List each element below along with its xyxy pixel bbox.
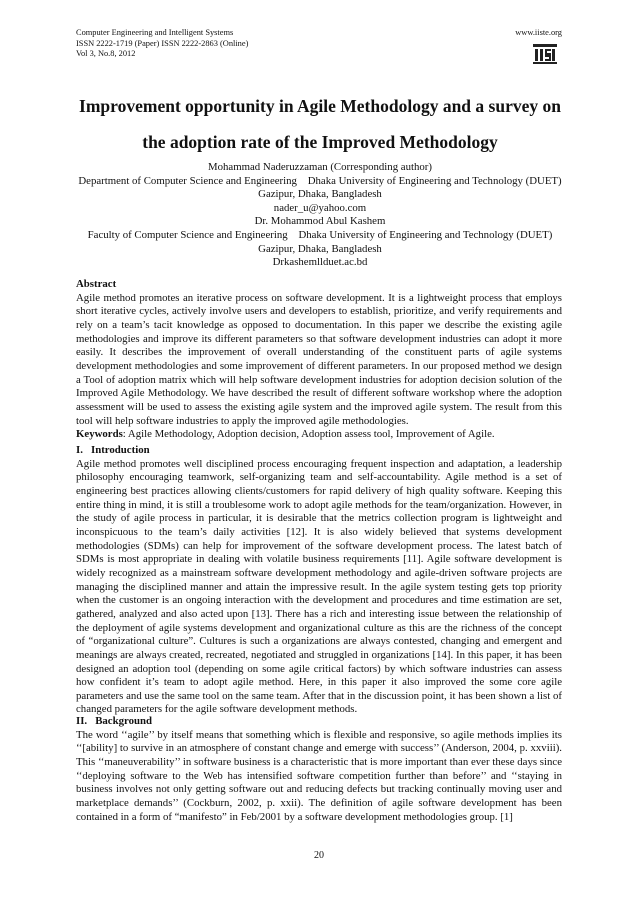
- background-heading: II. Background: [76, 715, 153, 727]
- author-2-affiliation: Faculty of Computer Science and Engineering Dhaka University of Engineering and Technology (DUET): [87, 228, 553, 241]
- keywords-line: [76, 428, 562, 442]
- title-line-1: Improvement opportunity in Agile Methodology and a survey on: [79, 96, 561, 116]
- author-2-location: Gazipur, Dhaka, Bangladesh: [258, 242, 382, 255]
- journal-issn: ISSN 2222-1719 (Paper) ISSN 2222-2863 (Online): [76, 38, 249, 48]
- author-2-email: Drkashemllduet.ac.bd: [272, 256, 368, 269]
- journal-header: [76, 28, 248, 60]
- title-line-2: the adoption rate of the Improved Methodology: [142, 132, 498, 152]
- journal-website: www.iiste.org: [515, 28, 562, 37]
- keywords-text: : Agile Methodology, Adoption decision, Adoption assess tool, Improvement of Agile.: [122, 428, 495, 441]
- author-1-email: nader_u@yahoo.com: [273, 201, 367, 214]
- author-1-name: Mohammad Naderuzzaman (Corresponding author): [208, 161, 432, 173]
- abstract-heading: Abstract: [76, 278, 117, 290]
- background-section: [76, 715, 562, 824]
- page-number: 20: [314, 850, 324, 861]
- journal-volume: Vol 3, No.8, 2012: [76, 49, 136, 59]
- introduction-heading: I. Introduction: [76, 444, 150, 456]
- journal-name: Computer Engineering and Intelligent Systems: [76, 28, 234, 37]
- introduction-section: [76, 444, 562, 717]
- paper-title: [40, 88, 600, 160]
- abstract-text: Agile method promotes an iterative process on software development. It is a lightweight process that employs short iterative cycles, actively involve users and developers to establish, prioritize, and verify requirements and rely on a team’s tacit knowledge as opposed to documentation. In this paper we describe the existing agile methodologies and improve its different parameters so that software development industries can adopt it more easily. It describes the improvement of overall understanding of the constituent parts of agile systems development methodologies and some improvement of different parameters. In our proposed method we design a Tool of adoption matrix which will help software development industries for adoption decision solution of the Improved Agile Methodology. We have described the result of different software workshop where the adoption assessment will be used to assess the existing agile system and the improved agile system. The result from this tool will help software industries to apply the improved agile methodologies.: [76, 291, 562, 427]
- iiste-logo: [532, 42, 558, 66]
- author-1-affiliation: Department of Computer Science and Engineering Dhaka University of Engineering and Technology (DUET): [78, 174, 562, 187]
- author-block: [40, 161, 600, 270]
- keywords-label: Keywords: [76, 428, 123, 441]
- author-2-name: Dr. Mohammod Abul Kashem: [254, 215, 386, 228]
- introduction-text: Agile method promotes well disciplined process encouraging frequent inspection and adaptation, a leadership philosophy encouraging teamwork, self-organizing team and self-accountability. Agile method is a set of engineering best practices allowing clients/customers for rapid delivery of high quality software. Keeping this entire thing in mind, it is still a troublesome work to adopt agile methods for the team/organization. However, in the study of agile process in particular, it is desirable that the metrics collection program is lightweight and inconspicuous to the team’s daily activities [12]. It is also widely believed that systems development methodologies (SDMs) can help for improvement of the software development process. The latest batch of SDMs is most appropriate in dealing with volatile business requirements [11]. Agile software development is widely recognized as a mainstream software development methodology and agile-driven software projects are managing the disciplined manner and attain the impressive result. In the agile system testing gets top priority when the customer is an ongoing interaction with the development and procedures and time estimation are set, gathered, analyzed and also acted upon [13]. There has a rich and interesting issue between the relationship of the deployment of agile systems development and organizational culture as this are the richness of the concept of “organizational culture”. Cultures is such a organizations are always contested, changing and emergent and meanings are always created, recreated, negotiated and struggled in organizations [14]. In this paper, it has been designed an adoption tool (depending on some agile critical factors) by which software industries can assess how confident it’s team to adopt agile method. Here, in this paper it also improved the some core agile parameters and use the same tool on the same team. After that in the discussion point, it has been shown a list of changed parameters for the agile software development methods.: [76, 457, 562, 716]
- author-1-location: Gazipur, Dhaka, Bangladesh: [258, 188, 382, 201]
- background-text: The word ‘‘agile’’ by itself means that something which is flexible and responsive, so agile methods implies its ‘‘[ability] to survive in an atmosphere of constant change and emerge with success’’ (Anderson, 2004, p. xxviii). This ‘‘maneuverability’’ in software business is a characteristic that is more important than ever these days since ‘‘deploying software to the Web has intensified software competition further than before’’ and ‘‘staying in business involves not only getting software out and reducing defects but tracking continually moving user and marketplace demands’’ (Cockburn, 2002, p. xxii). The definition of agile software development has been contained in a form of “manifesto” in Feb/2001 by a software development methodologies group. [1]: [76, 728, 562, 823]
- abstract-section: [76, 278, 562, 442]
